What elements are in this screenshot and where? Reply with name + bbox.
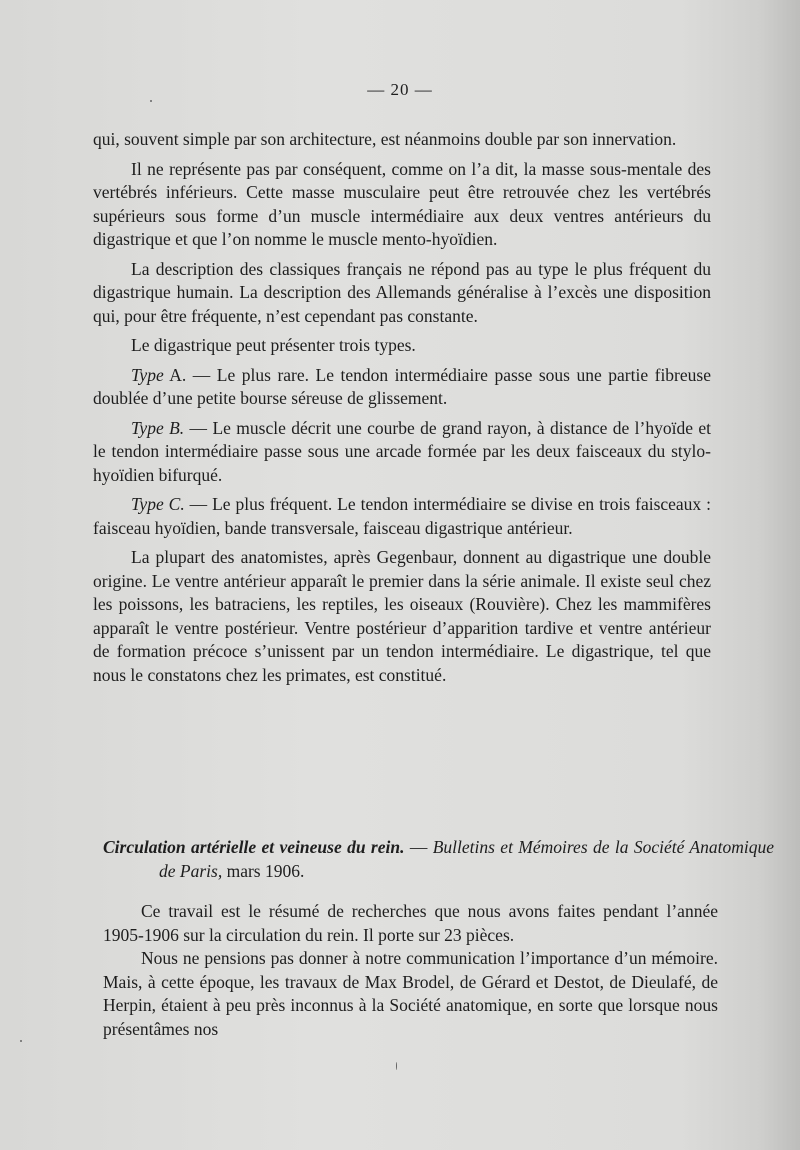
type-text: — Le muscle décrit une courbe de grand rayon, à distance de l’hyoïde et le tendon intermédiaire passe sous une arcade formée par les deux faisceaux du stylo-hyoïdien bifurqué.	[93, 417, 711, 485]
type-a-paragraph	[93, 364, 711, 411]
paragraph: La description des classiques français ne répond pas au type le plus fréquent du digastrique humain. La description des Allemands généralise à l’excès une disposition qui, pour être fréquente, n’est cependant pas constante.	[93, 258, 711, 326]
type-text: — Le plus fréquent. Le tendon intermédiaire se divise en trois faisceaux : faisceau hyoïdien, bande transversale, faisceau digastrique antérieur.	[93, 494, 711, 538]
scan-speck	[396, 1062, 397, 1070]
section-dash: —	[404, 837, 433, 857]
type-label: Type B.	[131, 417, 185, 438]
section-body	[103, 900, 718, 1041]
body-text	[93, 128, 711, 687]
type-label: Type C.	[131, 494, 185, 514]
type-text: — Le plus rare. Le tendon intermédiaire passe sous une partie fibreuse doublée d’une petite bourse séreuse de glissement.	[93, 364, 711, 408]
scan-speck	[20, 1040, 22, 1042]
section-heading	[103, 836, 774, 883]
paragraph: Le digastrique peut présenter trois types.	[131, 335, 416, 355]
type-label: Type	[131, 364, 164, 385]
section-title: Circulation artérielle et veineuse du rein.	[103, 837, 405, 857]
type-b-paragraph	[93, 417, 711, 488]
page-number: — 20 —	[367, 80, 433, 99]
scan-speck	[150, 100, 152, 102]
section-date: mars 1906.	[222, 860, 305, 881]
section-journal: Bulletins et Mémoires de la Société Anatomique de Paris,	[159, 837, 774, 881]
paragraph: Il ne représente pas par conséquent, comme on l’a dit, la masse sous-mentale des vertébrés inférieurs. Cette masse musculaire peut être retrouvée chez les vertébrés supérieurs sous forme d’un muscle intermédiaire aux deux ventres antérieurs du digastrique et que l’on nomme le muscle mento-hyoïdien.	[93, 158, 711, 249]
type-c-paragraph	[93, 493, 711, 540]
paragraph: Ce travail est le résumé de recherches que nous avons faites pendant l’année 1905-1906 sur la circulation du rein. Il porte sur 23 pièces.	[103, 901, 718, 945]
type-letter: A.	[163, 364, 187, 385]
paragraph: La plupart des anatomistes, après Gegenbaur, donnent au digastrique une double origine. Le ventre antérieur apparaît le premier dans la série animale. Il existe seul chez les poissons, les batraciens, les reptiles, les oiseaux (Rouvière). Chez les mammifères apparaît le ventre postérieur. Ventre postérieur d’apparition tardive et ventre antérieur de formation précoce s’unissent par un tendon intermédiaire. Le digastrique, tel que nous le constatons chez les primates, est constitué.	[93, 547, 711, 685]
paragraph: Nous ne pensions pas donner à notre communication l’importance d’un mémoire. Mais, à cette époque, les travaux de Max Brodel, de Gérard et Destot, de Dieulafé, de Herpin, étaient à peu près inconnus à la Société anatomique, en sorte que lorsque nous présentâmes nos	[103, 948, 718, 1039]
paragraph: qui, souvent simple par son architecture, est néanmoins double par son innervation.	[93, 129, 677, 149]
